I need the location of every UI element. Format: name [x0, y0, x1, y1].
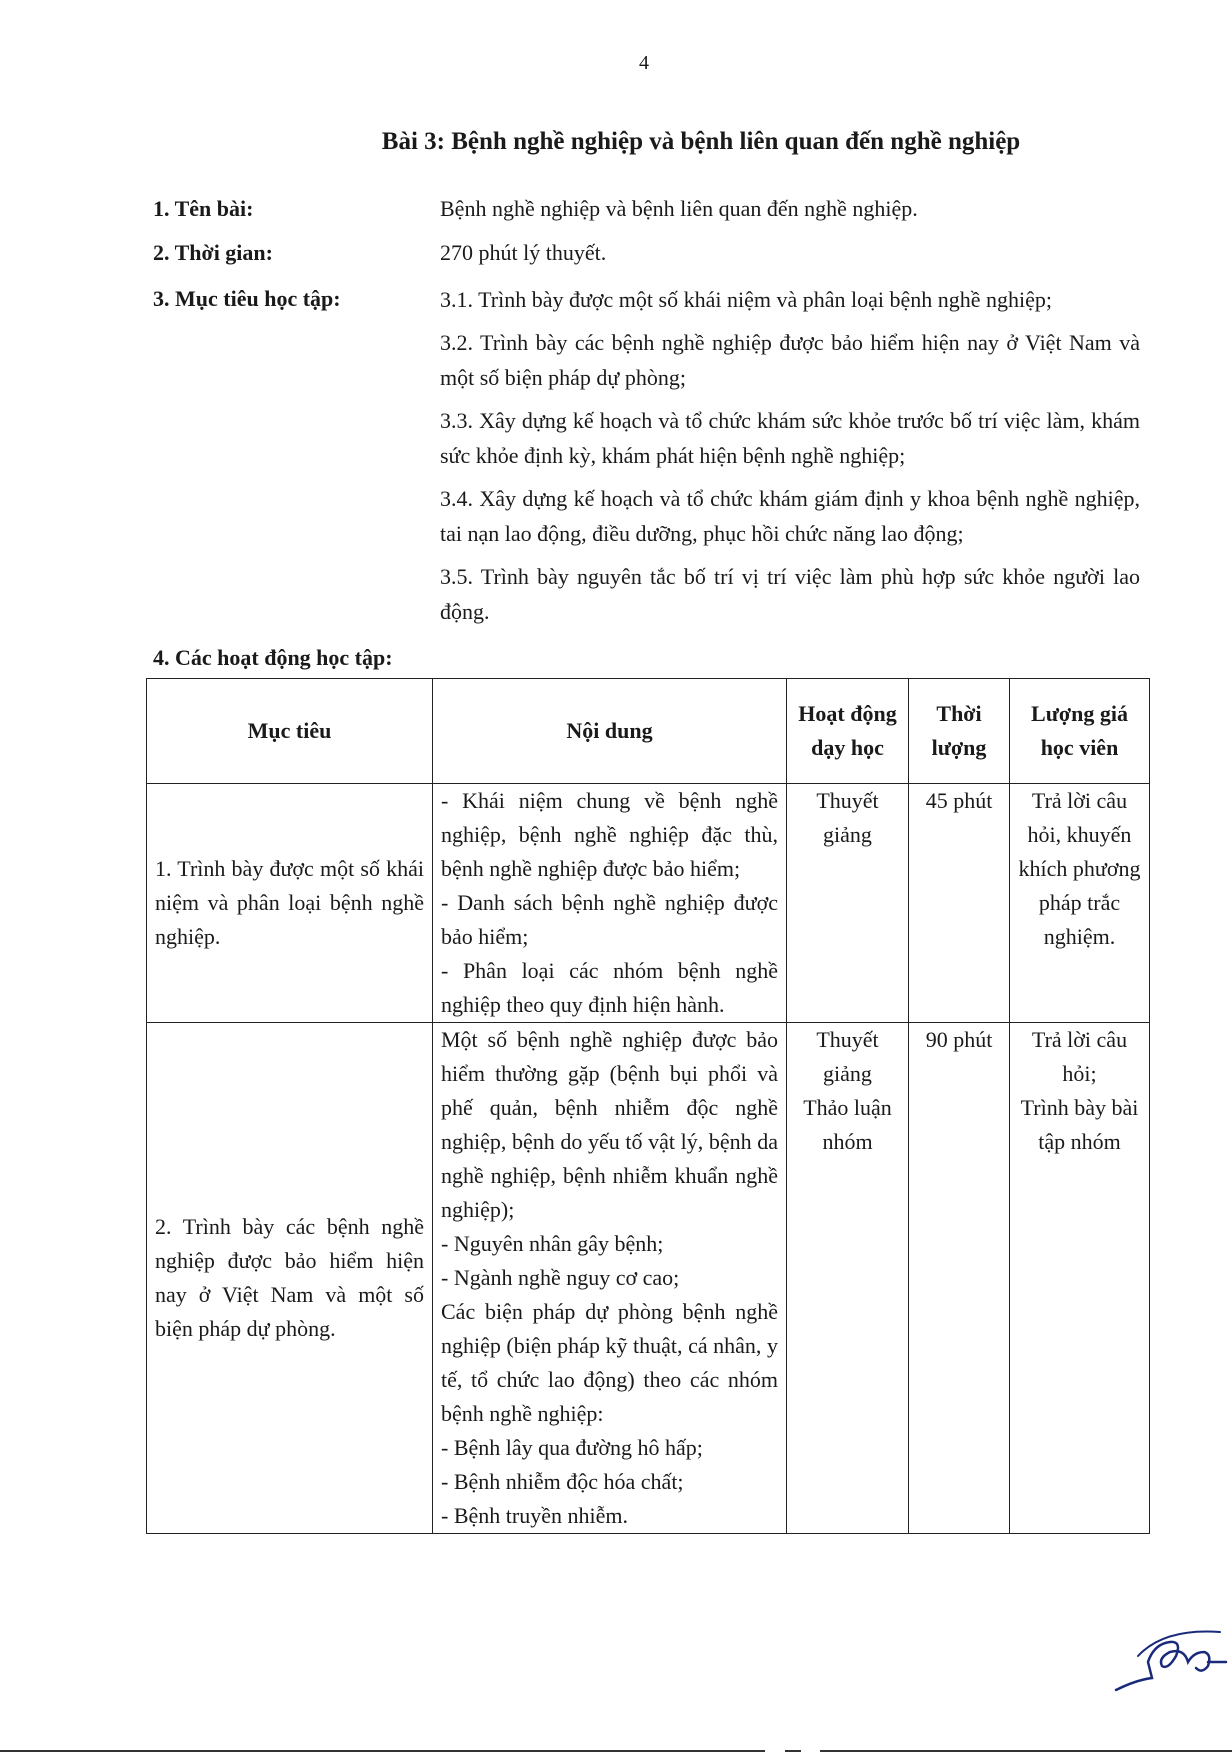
header-assessment: Lượng giá học viên [1010, 679, 1150, 784]
row-content [433, 784, 787, 1023]
objective-item: 3.1. Trình bày được một số khái niệm và phân loại bệnh nghề nghiệp; [440, 287, 1052, 312]
content-line: - Bệnh lây qua đường hô hấp; [441, 1435, 703, 1460]
objectives-list [440, 282, 1140, 637]
content-line: - Bệnh nhiễm độc hóa chất; [441, 1469, 684, 1494]
content-line: - Nguyên nhân gây bệnh; [441, 1231, 664, 1256]
row-duration: 90 phút [909, 1023, 1010, 1534]
bottom-rule-right [820, 1750, 1232, 1752]
content-line: - Phân loại các nhóm bệnh nghề nghiệp theo quy định hiện hành. [441, 958, 778, 1017]
objective-item: 3.4. Xây dựng kế hoạch và tổ chức khám giám định y khoa bệnh nghề nghiệp, tai nạn lao động, điều dưỡng, phục hồi chức năng lao động; [440, 486, 1140, 546]
objectives-label: 3. Mục tiêu học tập: [153, 286, 341, 311]
method-line: Thảo luận nhóm [803, 1095, 892, 1154]
name-label: 1. Tên bài: [153, 196, 254, 221]
time-value: 270 phút lý thuyết. [440, 240, 607, 265]
content-line: - Khái niệm chung về bệnh nghề nghiệp, bệnh nghề nghiệp đặc thù, bệnh nghề nghiệp được bảo hiểm; [441, 788, 778, 881]
row-method [787, 1023, 909, 1534]
content-line: - Ngành nghề nguy cơ cao; [441, 1265, 680, 1290]
bottom-rule-left [0, 1750, 765, 1752]
objective-item: 3.5. Trình bày nguyên tắc bố trí vị trí việc làm phù hợp sức khỏe người lao động. [440, 564, 1140, 624]
page-number: 4 [639, 52, 649, 74]
row-content [433, 1023, 787, 1534]
row-goal: 1. Trình bày được một số khái niệm và phân loại bệnh nghề nghiệp. [147, 784, 433, 1023]
table-row [147, 784, 1150, 1023]
content-line: Một số bệnh nghề nghiệp được bảo hiểm thường gặp (bệnh bụi phổi và phế quản, bệnh nhiễm độc nghề nghiệp, bệnh do yếu tố vật lý, bệnh da nghề nghiệp, bệnh nhiễm khuẩn nghề nghiệp); [441, 1027, 778, 1222]
header-goal: Mục tiêu [147, 679, 433, 784]
bottom-rule-mid [785, 1750, 801, 1752]
header-duration: Thời lượng [909, 679, 1010, 784]
row-goal: 2. Trình bày các bệnh nghề nghiệp được bảo hiểm hiện nay ở Việt Nam và một số biện pháp dự phòng. [147, 1023, 433, 1534]
method-line: Thuyết giảng [816, 1027, 879, 1086]
row-assessment [1010, 1023, 1150, 1534]
table-row [147, 1023, 1150, 1534]
header-content: Nội dung [433, 679, 787, 784]
content-line: Các biện pháp dự phòng bệnh nghề nghiệp (biện pháp kỹ thuật, cá nhân, y tế, tổ chức lao động) theo các nhóm bệnh nghề nghiệp: [441, 1299, 778, 1426]
activities-label: 4. Các hoạt động học tập: [153, 645, 393, 670]
table-header-row [147, 679, 1150, 784]
row-duration: 45 phút [909, 784, 1010, 1023]
content-line: - Bệnh truyền nhiễm. [441, 1503, 628, 1528]
objective-item: 3.3. Xây dựng kế hoạch và tổ chức khám sức khỏe trước bố trí việc làm, khám sức khỏe định kỳ, khám phát hiện bệnh nghề nghiệp; [440, 408, 1140, 468]
time-label: 2. Thời gian: [153, 240, 273, 265]
header-method: Hoạt động dạy học [787, 679, 909, 784]
row-method: Thuyết giảng [787, 784, 909, 1023]
assessment-line: Trả lời câu hỏi; [1031, 1027, 1128, 1086]
activities-table [146, 678, 1150, 1534]
content-line: - Danh sách bệnh nghề nghiệp được bảo hiểm; [441, 890, 778, 949]
objective-item: 3.2. Trình bày các bệnh nghề nghiệp được bảo hiểm hiện nay ở Việt Nam và một số biện pháp dự phòng; [440, 330, 1140, 390]
row-assessment: Trả lời câu hỏi, khuyến khích phương pháp trắc nghiệm. [1010, 784, 1150, 1023]
signature-mark [1108, 1622, 1232, 1712]
lesson-title: Bài 3: Bệnh nghề nghiệp và bệnh liên quan đến nghề nghiệp [381, 128, 1021, 155]
name-value: Bệnh nghề nghiệp và bệnh liên quan đến nghề nghiệp. [440, 196, 918, 221]
assessment-line: Trình bày bài tập nhóm [1020, 1095, 1139, 1154]
